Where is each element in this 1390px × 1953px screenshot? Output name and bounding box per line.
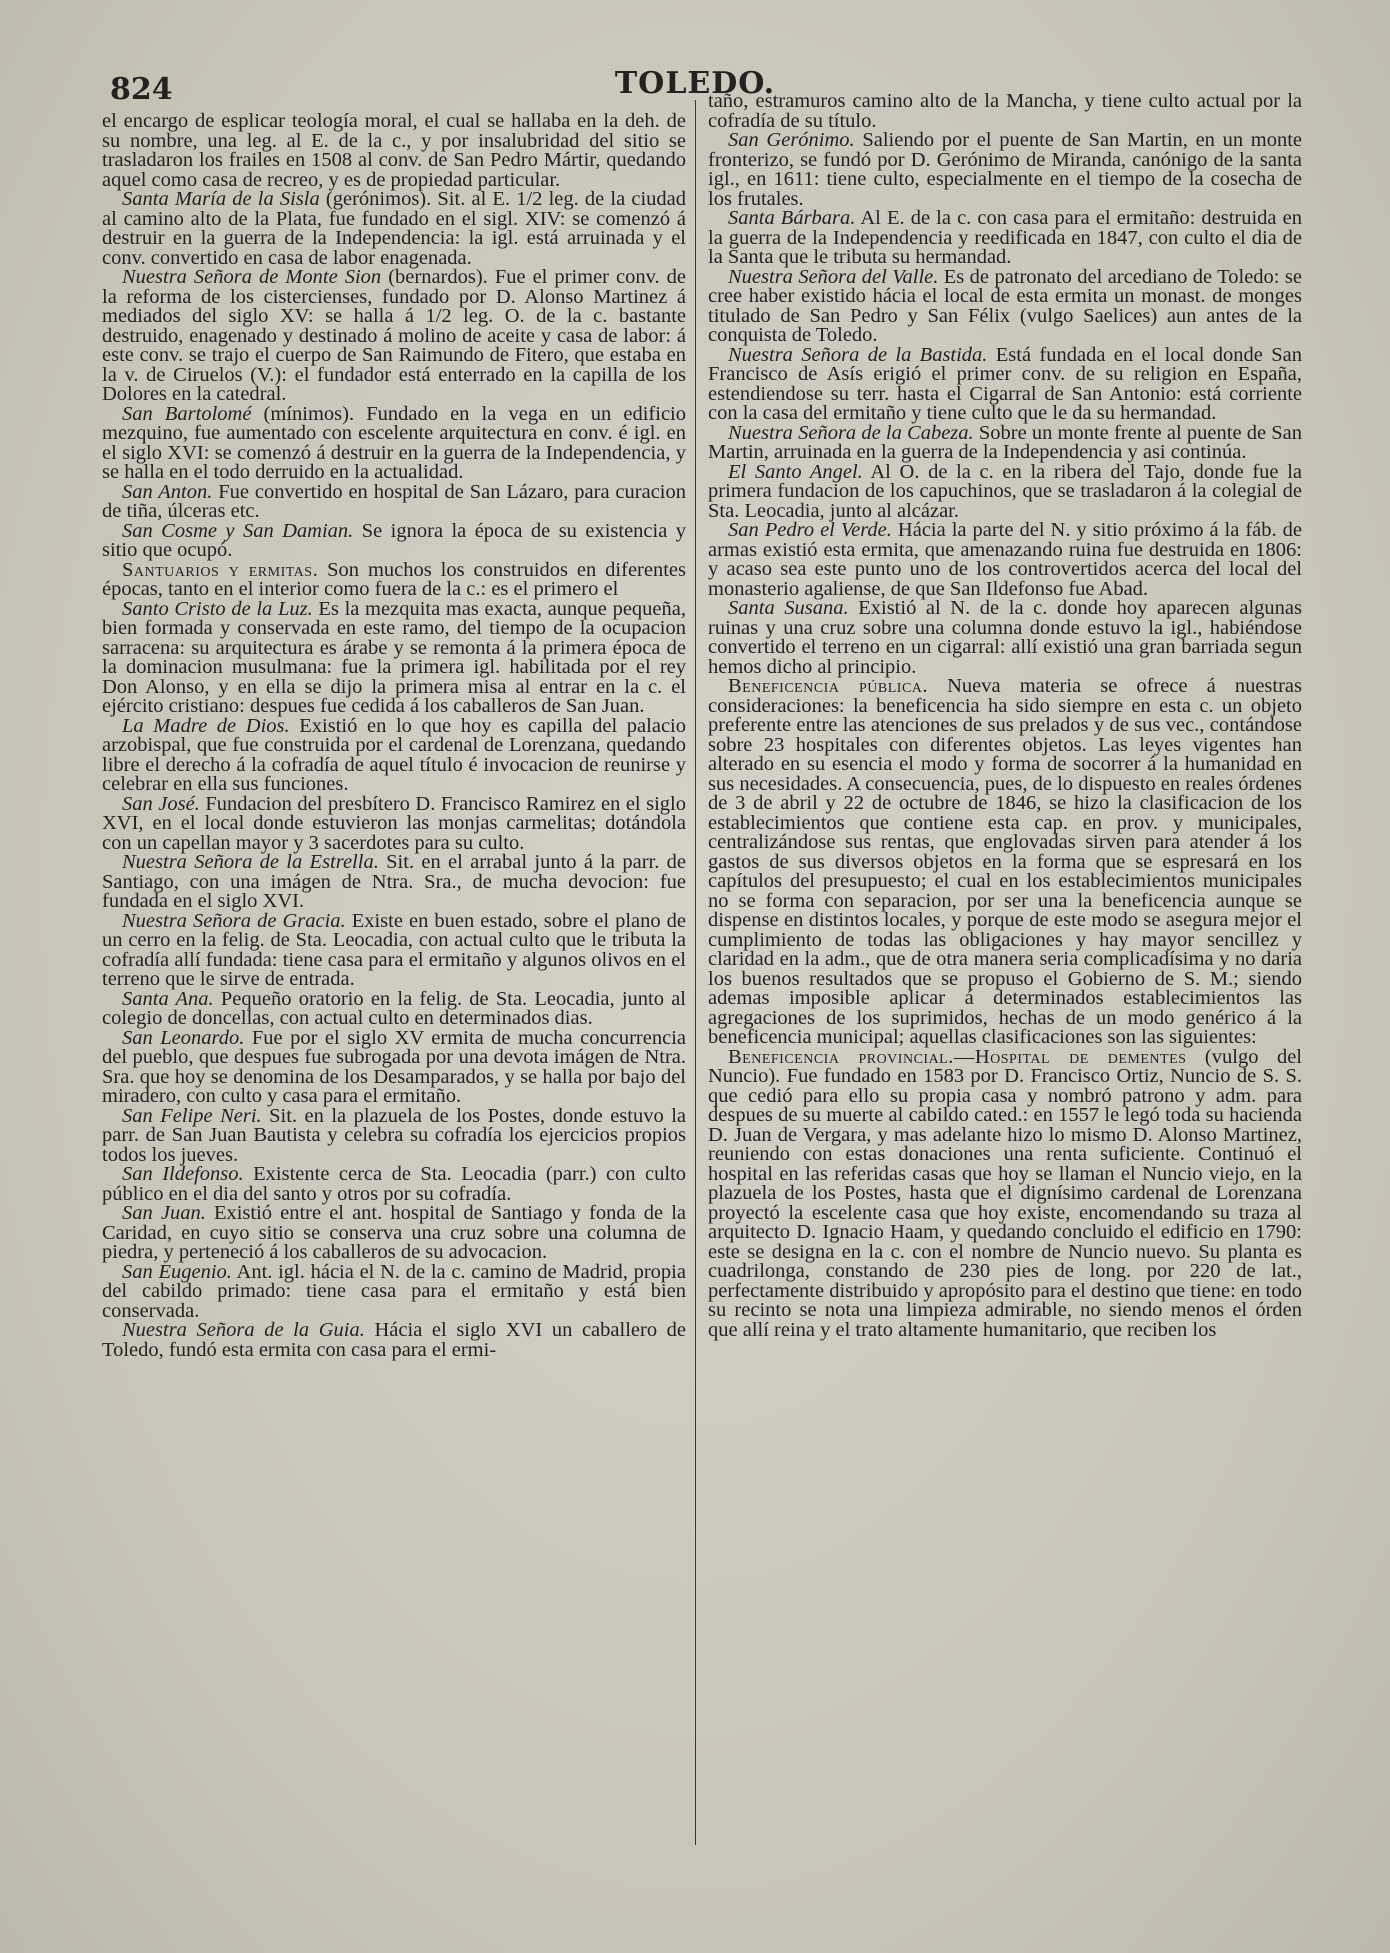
paragraph xyxy=(102,402,686,483)
paragraph xyxy=(102,519,687,561)
entry-text: Se ignora la época de su existencia y sitio que ocupó. xyxy=(102,519,687,561)
entry-text: Sit. en el arrabal junto á la parr. de Santiago, con una imágen de Ntra. Sra., de mucha devocion: fue fundada en el siglo XVI. xyxy=(102,851,687,912)
entry-title: Santa Susana. xyxy=(728,597,849,619)
entry-text: Fue convertido en hospital de San Lázaro, para curacion de tiña, úlceras etc. xyxy=(102,480,687,522)
entry-text: taño, estramuros camino alto de la Mancha, y tiene culto actual por la cofradía de su título. xyxy=(708,90,1302,132)
entry-title: Nuestra Señora del Valle. xyxy=(728,265,939,288)
entry-title: Santo Cristo de la Luz. xyxy=(122,597,313,620)
entry-text: Existente cerca de Sta. Leocadia (parr.) con culto público en el dia del santo y otros por su cofradía. xyxy=(102,1163,687,1205)
column-divider xyxy=(695,100,696,1845)
entry-title: Santa Bárbara. xyxy=(728,207,856,229)
paragraph xyxy=(708,131,1302,209)
paragraph xyxy=(708,265,1302,346)
entry-text: Hácia la parte del N. y sitio próximo á la fáb. de armas existió esta ermita, que amenazando ruina fue destruida en 1806: y acaso sea este punto uno de los controvertidos acerca del local del monasterio agaliense, de que San Ildefonso fue Abad. xyxy=(708,519,1302,600)
entry-title: Nuestra Señora de la Estrella. xyxy=(122,851,379,873)
paragraph xyxy=(708,209,1302,268)
paragraph xyxy=(102,480,687,522)
entry-title: San Anton. xyxy=(122,480,213,503)
paragraph xyxy=(102,853,686,912)
entry-text: (vulgo del Nuncio). Fue fundado en 1583 por D. Francisco Ortiz, Nuncio de S. S. que cedió para ello su propia casa y nombró patrono y adm. para despues de su muerte al cabildo cated.: en 1557 le legó toda su hacienda D. Juan de Vergara, y mas adelante hizo lo mismo D. Alonso Martinez, reuniendo con estas donaciones una renta suficiente. Continuó el hospital en las referidas casas que hoy se llaman el Nuncio viejo, en la plazuela de los Postes, hasta que el dignísimo cardenal de Lorenzana proyectó la escelente casa que hoy existe, encomendando su traza al arquitecto D. Ignacio Haam, y quedando concluido el edificio en 1790: este se designa en la c. con el nombre de Nuncio nuevo. Su planta es cuadrilonga, constando de 230 pies de long. por 220 de lat., perfectamente distribuido y apropósito para el destino que tiene: en todo su recinto se nota una limpieza admirable, no siendo menos el órden que allí reina y el trato altamente humanitario, que reciben los xyxy=(708,1045,1302,1341)
entry-title: Nuestra Señora de la Cabeza. xyxy=(728,421,974,444)
entry-text: Ant. igl. hácia el N. de la c. camino de Madrid, propia del cabildo primado: tiene casa para el ermitaño y está bien conservada. xyxy=(102,1260,686,1322)
entry-text: Sobre un monte frente al puente de San Martin, arruinada en la guerra de la Independencia y asi continúa. xyxy=(708,421,1303,463)
entry-title: El Santo Angel. xyxy=(728,460,863,483)
left-column xyxy=(102,112,686,1360)
entry-title: La Madre de Dios. xyxy=(122,714,290,737)
entry-text: Está fundada en el local donde San Francisco de Asís erigió el primer conv. de su religion en España, estendiendose su terr. hasta el Cigarral de San Antonio: está corriente con la casa del ermitaño y tiene culto que le da su hermandad. xyxy=(708,343,1302,424)
entry-text: Pequeño oratorio en la felig. de Sta. Leocadia, junto al colegio de doncellas, con actual culto en determinados dias. xyxy=(102,987,686,1029)
entry-text: Existió entre el ant. hospital de Santiago y fonda de la Caridad, en cuyo sitio se conserva una cruz sobre una columna de piedra, y perteneció á los caballeros de su advocacion. xyxy=(102,1202,687,1263)
paragraph xyxy=(708,460,1302,522)
entry-text: Es de patronato del arcediano de Toledo: se cree haber existido hácia el local de esta ermita un monast. de monges titulado de San Pedro y San Félix (vulgo Saelices) aun antes de la conquista de Toledo. xyxy=(708,265,1302,346)
entry-title: Beneficencia provincial.—Hospital de dementes xyxy=(728,1045,1187,1068)
entry-title: Nuestra Señora de la Bastida. xyxy=(728,343,988,366)
paragraph xyxy=(102,558,687,600)
entry-title: Nuestra Señora de Gracia. xyxy=(122,909,346,932)
paragraph xyxy=(102,268,686,405)
entry-text: Existió en lo que hoy es capilla del palacio arzobispal, que fue construida por el cardenal de Lorenzana, quedando libre el derecho á la cofradía de aquel título é invocacion de reunirse y celebrar en ella sus funciones. xyxy=(102,714,686,795)
entry-text: Al E. de la c. con casa para el ermitaño: destruida en la guerra de la Independencia y reedificada en 1847, con culto el dia de la Santa que le tributa su hermandad. xyxy=(708,207,1302,268)
entry-text: Saliendo por el puente de San Martin, en un monte fronterizo, se fundó por D. Gerónimo de Miranda, canónigo de la santa igl., en 1611: tiene culto, especialmente en el tiempo de la cosecha de los frutales. xyxy=(708,129,1302,210)
paragraph xyxy=(708,421,1303,463)
entry-text: Sit. en la plazuela de los Postes, donde estuvo la parr. de San Juan Bautista y celebra su cofradía los ejercicios propios todos los jueves. xyxy=(102,1104,686,1166)
paragraph xyxy=(102,190,686,268)
entry-text: Fue por el siglo XV ermita de mucha concurrencia del pueblo, que despues fue subrogada por una devota imágen de Ntra. Sra. que hoy se denomina de los Desamparados, y se halla por bajo del miradero, con culto y casa para el ermitaño. xyxy=(102,1026,686,1107)
paragraph xyxy=(102,1026,686,1107)
entry-text: Fundacion del presbítero D. Francisco Ramirez en el siglo XVI, en el local donde estuvieron las monjas carmelitas; dotándola con un capellan mayor y 3 sacerdotes para su culto. xyxy=(102,792,687,854)
entry-title: Nuestra Señora de Monte Sion xyxy=(122,266,382,288)
entry-text: Al O. de la c. en la ribera del Tajo, donde fue la primera fundacion de los capuchinos, que se trasladaron á la colegial de Sta. Leocadia, junto al alcázar. xyxy=(708,460,1302,522)
paragraph xyxy=(102,1321,686,1360)
entry-title: San Leonardo. xyxy=(122,1026,245,1049)
entry-text: (gerónimos). Sit. al E. 1/2 leg. de la ciudad al camino alto de la Plata, fue fundado en el sigl. XIV: se comenzó á destruir en la guerra de la Independencia: la igl. está arruinada y el conv. convertido en casa de labor enagenada. xyxy=(102,188,687,269)
paragraph xyxy=(102,714,686,795)
paragraph xyxy=(708,599,1302,677)
entry-title: Santuarios y ermitas. xyxy=(122,558,319,581)
paragraph xyxy=(708,1045,1302,1341)
entry-title: San Bartolomé xyxy=(122,402,252,425)
entry-title: Beneficencia pública. xyxy=(728,675,929,697)
paragraph xyxy=(708,92,1302,131)
paragraph xyxy=(102,987,686,1029)
entry-text: (bernardos). Fue el primer conv. de la reforma de los cistercienses, fundado por D. Alonso Martinez á mediados del siglo XV: se halla á 1/2 leg. O. de la c. bastante destruido, enagenado y destinado á molino de aceite y casa de labor: á este conv. se trajo el cuerpo de San Raimundo de Fitero, que estaba en la v. de Ciruelos (V.): el fundador está enterrado en la capilla de los Dolores en la catedral. xyxy=(102,266,687,405)
entry-text: Existe en buen estado, sobre el plano de un cerro en la felig. de Sta. Leocadia, con actual culto que le tributa la cofradía allí fundada: tiene casa para el ermitaño y algunos olivos en el terreno que le sirve de entrada. xyxy=(102,909,687,990)
entry-text: Nueva materia se ofrece á nuestras consideraciones: la beneficencia ha sido siempre en esta c. un objeto preferente entre las atenciones de sus prelados y de sus vec., contándose sobre 23 hospitales con diferentes objetos. Las leyes vigentes han alterado en su esencia el modo y forma de socorrer á la humanidad en sus necesidades. A consecuencia, pues, de lo dispuesto en reales órdenes de 3 de abril y 22 de octubre de 1846, se hizo la clasificacion de los establecimientos que contiene esta cap. en prov. y municipales, centralizándose sus rentas, que englovadas sirven para atender á los gastos de sus diversos objetos en la forma que se espresará en los capítulos del presupuesto; el cual en los establecimientos municipales no se forma con separacion, por ser una la beneficencia aunque se dispense en distintos locales, y porque de este modo se asegura mejor el cumplimiento de todas las obligaciones y hay mayor sencillez y claridad en la adm., que de otra manera seria complicadísima y no daria los buenos resultados que se propuso el Gobierno de S. M.; siendo ademas imposible aplicar á determinados establecimientos las agregaciones de los suprimidos, hechas de un modo genérico á la beneficencia municipal; aquellas clasificaciones son las siguientes: xyxy=(708,675,1303,1048)
paragraph xyxy=(102,1165,686,1204)
entry-title: San Felipe Neri. xyxy=(122,1104,262,1127)
entry-title: San Eugenio. xyxy=(122,1260,232,1283)
paragraph xyxy=(102,792,687,854)
paragraph xyxy=(102,1104,686,1166)
entry-title: San José. xyxy=(122,792,200,815)
entry-text: Existió al N. de la c. donde hoy aparecen algunas ruinas y una cruz sobre una columna donde estuvo la igl., habiéndose convertido el terreno en un cigarral: allí existió una gran barriada segun hemos dicho al principio. xyxy=(708,597,1302,678)
paragraph xyxy=(102,1204,686,1263)
paragraph xyxy=(102,1260,686,1322)
right-column xyxy=(708,92,1302,1340)
entry-title: San Ildefonso. xyxy=(122,1163,244,1185)
entry-title: Santa Ana. xyxy=(122,987,214,1010)
running-head: TOLEDO. xyxy=(614,66,776,101)
paragraph xyxy=(102,909,687,990)
paragraph xyxy=(708,521,1302,599)
entry-title: Santa María de la Sisla xyxy=(122,188,320,210)
paragraph xyxy=(708,343,1302,424)
entry-text: Son muchos los construidos en diferentes épocas, tanto en el interior como fuera de la c.: es el primero el xyxy=(102,558,687,600)
paragraph xyxy=(708,677,1302,1048)
entry-text: Es la mezquita mas exacta, aunque pequeña, bien formada y conservada en este ramo, del tiempo de la ocupacion sarracena: su arquitectura es árabe y se remonta á la primera época de la dominacion musulmana: fue la primera igl. habilitada por el rey Don Alonso, y en ella se dijo la primera misa al entrar en la c. el ejército cristiano: despues fue cedida á los caballeros de San Juan. xyxy=(102,597,686,717)
entry-title: San Cosme y San Damian. xyxy=(122,519,354,542)
page-number: 824 xyxy=(110,72,173,107)
entry-text: Hácia el siglo XVI un caballero de Toledo, fundó esta ermita con casa para el ermi- xyxy=(102,1319,687,1361)
entry-title: San Gerónimo. xyxy=(728,129,855,151)
paragraph xyxy=(102,597,686,717)
entry-title: Nuestra Señora de la Guia. xyxy=(122,1319,365,1341)
entry-text: (mínimos). Fundado en la vega en un edificio mezquino, fue aumentado con escelente arquitectura en conv. é igl. en el siglo XVI: se comenzó á destruir en la guerra de la Independencia, y se halla en el todo derruido en la actualidad. xyxy=(102,402,686,483)
entry-title: San Juan. xyxy=(122,1202,206,1224)
entry-text: el encargo de esplicar teología moral, el cual se hallaba en la deh. de su nombre, una leg. al E. de la c., y por insalubridad del sitio se trasladaron los frailes en 1508 al conv. de San Pedro Mártir, quedando aquel como casa de recreo, y es de propiedad particular. xyxy=(102,110,686,191)
entry-title: San Pedro el Verde. xyxy=(728,519,892,541)
paragraph xyxy=(102,112,686,190)
